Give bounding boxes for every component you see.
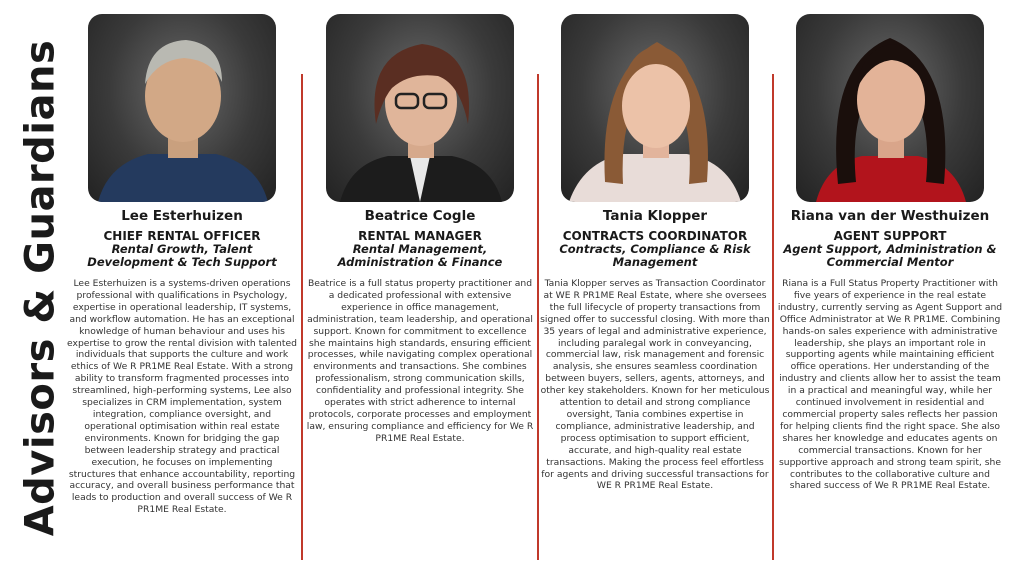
advisor-role: CHIEF RENTAL OFFICER — [103, 229, 261, 243]
advisor-focus: Contracts, Compliance & Risk Management — [559, 242, 751, 269]
advisor-bio: Beatrice is a full status property practitioner and a dedicated professional with extensive experience in office management, administration, team leadership, and operational support. Known for commitment to excellence she maintains high standards, ensuring efficient processes, while navigating complex operational environments and transactions. She combines professionalism, strong communication skills, confidentiality and professional integrity. She operates with strict adherence to internal protocols, corporate processes and employment law, ensuring compliance and efficiency for We R PR1ME Real Estate. — [306, 278, 534, 444]
advisor-role: CONTRACTS COORDINATOR — [562, 229, 748, 243]
advisor-card-lee — [66, 14, 298, 516]
advisor-photo — [796, 14, 984, 202]
advisor-name: Tania Klopper — [602, 208, 708, 224]
advisor-role: RENTAL MANAGER — [358, 229, 482, 243]
section-title: Advisors & Guardians — [17, 39, 63, 537]
advisor-photo — [326, 14, 514, 202]
advisor-focus: Agent Support, Administration & Commercial Mentor — [783, 242, 997, 269]
advisor-card-beatrice — [304, 14, 536, 445]
column-divider — [301, 74, 303, 560]
advisor-bio: Riana is a Full Status Property Practitioner with five years of experience in the real estate industry, currently serving as Agent Support and Office Administrator at We R PR1ME. Combining hands-on sales experience with administrative leadership, she plays an important role in supporting agents while maintaining efficient office operations. Her understanding of the industry and clients allow her to assist the team in a practical and meaningful way, while her continued involvement in residential and commercial property sales reflects her passion for helping clients find the right space. She also shares her knowledge and educates agents on commercial transactions. Known for her supportive approach and strong team spirit, she contributes to the collaborative culture and shared success of We R PR1ME Real Estate. — [777, 278, 1003, 492]
advisor-name: Riana van der Westhuizen — [790, 208, 990, 224]
advisor-name: Lee Esterhuizen — [121, 208, 243, 224]
advisor-focus: Rental Growth, Talent Development & Tech Support — [87, 242, 277, 269]
advisor-name: Beatrice Cogle — [364, 208, 476, 224]
advisor-bio: Lee Esterhuizen is a systems-driven operations professional with qualifications in Psychology, expertise in operational leadership, IT systems, and workflow automation. He has an exceptional knowledge of human behaviour and uses his expertise to grow the rental division with talented individuals that supports the culture and work ethics of We R PR1ME Real Estate. With a strong ability to transform fragmented processes into streamlined, high-performing systems, Lee also specializes in CRM implementation, system integration, compliance oversight, and operational optimisation within real estate environments. Known for bridging the gap between leadership strategy and practical execution, he focuses on implementing structures that enhance accountability, reporting accuracy, and overall business performance that leads to production and overall success of We R PR1ME Real Estate. — [67, 278, 297, 516]
advisor-focus: Rental Management, Administration & Finance — [337, 242, 503, 269]
advisor-card-riana — [774, 14, 1006, 492]
advisor-photo — [561, 14, 749, 202]
advisor-photo — [88, 14, 276, 202]
advisor-bio: Tania Klopper serves as Transaction Coordinator at WE R PR1ME Real Estate, where she oversees the full lifecycle of property transactions from signed offer to successful closing. With more than 35 years of legal and administrative experience, including paralegal work in conveyancing, commercial law, risk management and forensic analysis, she ensures seamless coordination between buyers, sellers, agents, attorneys, and other key stakeholders. Known for her meticulous attention to detail and strong compliance oversight, Tania combines expertise in compliance, administrative leadership, and process optimisation to support efficient, accurate, and high-quality real estate transactions. Making the process feel effortless for agents and driving successful transactions for WE R PR1ME Real Estate. — [540, 278, 770, 492]
advisor-card-tania — [539, 14, 771, 492]
advisor-role: AGENT SUPPORT — [833, 229, 947, 243]
section-title-container — [14, 0, 66, 576]
